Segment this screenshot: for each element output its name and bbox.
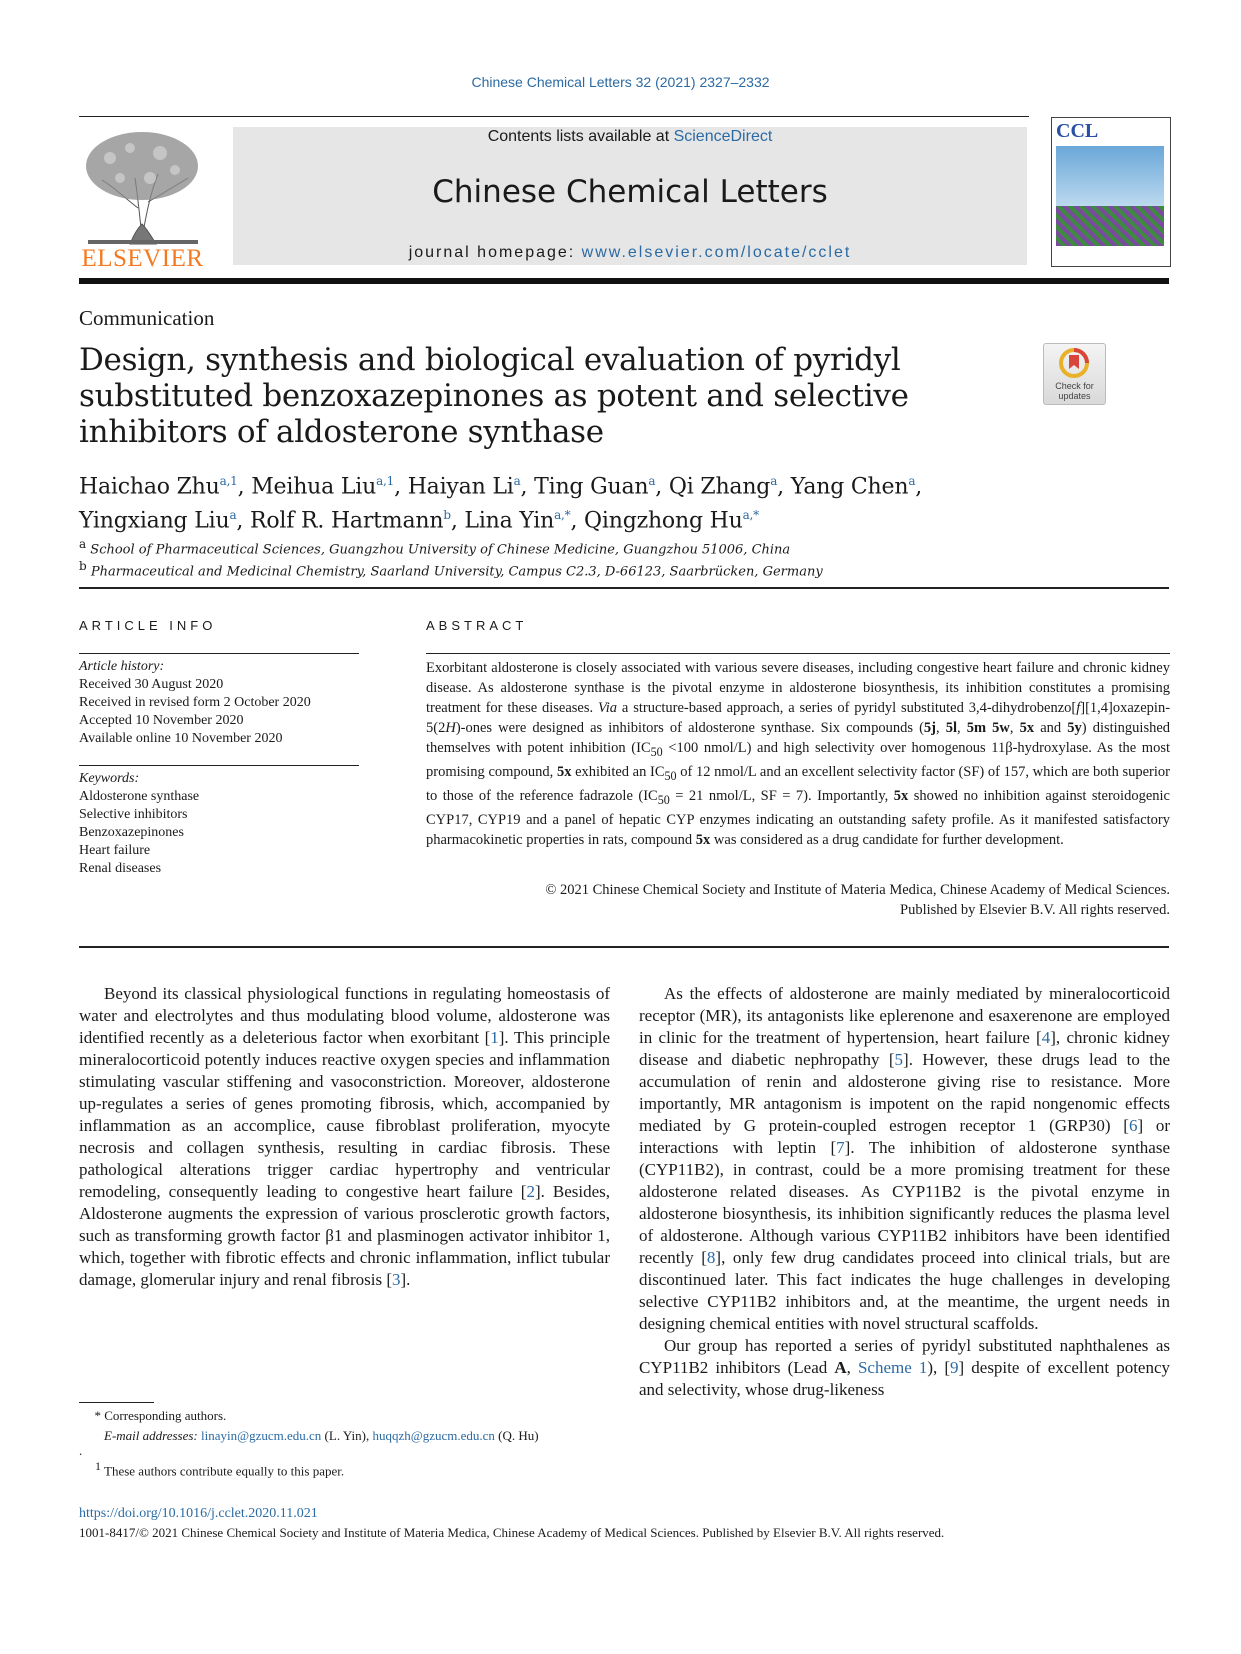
author-line-1: Haichao Zhu$^{a,1}$, Meihua Liu$^{a,1}$, Haiyan Li$^a$, Ting Guan$^a$, Qi Zhang$^a$, Yang Chen$^a$, — [79, 474, 923, 500]
author-affiliation-mark[interactable]: a — [908, 474, 916, 488]
journal-cover-image[interactable] — [1051, 117, 1171, 267]
ref-link[interactable]: 8 — [706, 1248, 716, 1267]
journal-title: Chinese Chemical Letters — [432, 174, 828, 210]
check-for-updates-button[interactable] — [1043, 343, 1106, 405]
header-thick-rule — [79, 278, 1169, 284]
author-name[interactable]: Qi Zhang — [668, 474, 771, 500]
homepage-link[interactable]: www.elsevier.com/locate/cclet — [581, 244, 852, 261]
contents-line: Contents lists available at ScienceDirect — [487, 128, 773, 145]
info-rule-1 — [79, 653, 359, 654]
abstract-heading: ABSTRACT — [426, 618, 528, 633]
ref-link[interactable]: 7 — [836, 1138, 845, 1157]
keyword-item: Heart failure — [79, 843, 151, 858]
equal-contribution-note: $^1$ These authors contribute equally to this paper. — [95, 1459, 345, 1479]
affiliation-rule — [79, 587, 1169, 589]
body-column-left — [79, 983, 610, 1291]
paragraph: Our group has reported a series of pyridyl substituted naphthalenes as CYP11B2 inhibitors (Lead A, Scheme 1), [9] despite of excellent potency and selectivity, whose drug-likeness — [639, 1336, 1171, 1399]
journal-citation[interactable]: Chinese Chemical Letters 32 (2021) 2327–2332 — [471, 74, 770, 90]
author-name[interactable]: Ting Guan — [534, 474, 649, 500]
ref-link[interactable]: 5 — [894, 1050, 904, 1069]
article-history — [79, 658, 311, 748]
author-name[interactable]: Qingzhong Hu — [584, 508, 743, 534]
affiliations — [79, 536, 823, 581]
author-affiliation-mark[interactable]: a — [229, 508, 237, 523]
cover-sky — [1056, 146, 1164, 206]
history-item: Accepted 10 November 2020 — [79, 713, 244, 728]
author-affiliation-mark[interactable]: a,1 — [376, 474, 395, 488]
author-affiliation-mark[interactable]: b — [443, 508, 451, 523]
author-name[interactable]: Meihua Liu — [251, 474, 377, 500]
crossmark-icon — [1059, 348, 1089, 380]
author-affiliation-mark[interactable]: a — [513, 474, 521, 488]
abstract-bottom-rule — [79, 946, 1169, 948]
ref-link[interactable]: 6 — [1128, 1116, 1138, 1135]
author-name[interactable]: Lina Yin — [464, 508, 555, 534]
ref-link[interactable]: 1 — [490, 1028, 499, 1047]
scheme-link[interactable]: Scheme 1 — [857, 1358, 928, 1377]
author-line-2: Yingxiang Liu$^a$, Rolf R. Hartmann$^b$, Lina Yin$^{a,*}$, Qingzhong $Hu^{a,*}$ — [79, 508, 759, 534]
history-label: Article history: — [79, 659, 165, 674]
keyword-item: Selective inhibitors — [79, 807, 188, 822]
crossmark-label: Check for updates — [1055, 381, 1094, 401]
footnotes — [79, 1406, 619, 1481]
cover-field — [1056, 206, 1164, 246]
ref-link[interactable]: 3 — [391, 1270, 401, 1289]
paragraph: Beyond its classical physiological functions in regulating homeostasis of water and electrolytes and thus modulating blood volume, aldosterone was identified recently as a deleterious factor when exorbitant [1]. This principle mineralocorticoid potently induces reactive oxygen species and inflammation stimulating vascular stiffening and vasoconstriction. Moreover, aldosterone up-regulates a series of genes promoting fibrosis, which, accompanied by inflammation as an accomplice, cause fibroblast proliferation, myocyte necrosis and collagen synthesis, resulting in cardiac fibrosis. These pathological alterations trigger cardiac hypertrophy and ventricular remodeling, consequently leading to congestive heart failure [2]. Besides, Aldosterone augments the expression of various prosclerotic growth factors, such as transforming growth factor β1 and plasminogen activator inhibitor 1, which, together with fibrotic effects and chronic inflammation, inflict tubular damage, glomerular injury and renal fibrosis [3]. — [79, 984, 611, 1289]
affiliation-a: $^a$ School of Pharmaceutical Sciences, Guangzhou University of Chinese Medicine, Guangzhou 51006, China — [79, 537, 791, 558]
author-name[interactable]: Yang Chen — [790, 474, 909, 500]
footnote-dot: . — [79, 1443, 83, 1458]
history-item: Received in revised form 2 October 2020 — [79, 695, 311, 710]
author-affiliation-mark[interactable]: a,* — [742, 508, 759, 523]
body-column-right — [639, 983, 1170, 1401]
author-affiliation-mark[interactable]: a — [648, 474, 656, 488]
doi-link[interactable]: https://doi.org/10.1016/j.cclet.2020.11.021 — [79, 1506, 318, 1521]
copyright-line-1: © 2021 Chinese Chemical Society and Institute of Materia Medica, Chinese Academy of Medical Sciences. — [545, 882, 1170, 898]
keyword-item: Benzoxazepinones — [79, 825, 184, 840]
author-affiliation-mark[interactable]: a,* — [554, 508, 571, 523]
abstract-copyright — [426, 880, 1170, 920]
affiliation-b: $^b$ Pharmaceutical and Medicinal Chemistry, Saarland University, Campus C2.3, D-66123, Saarbrücken, Germany — [79, 559, 823, 580]
article-title: Design, synthesis and biological evaluation of pyridyl substituted benzoxazepinones as potent and selective inhibitors of aldosterone synthase — [79, 342, 909, 450]
cover-title: CCL — [1056, 120, 1099, 142]
journal-homepage: journal homepage: www.elsevier.com/locate/cclet — [408, 244, 852, 261]
publisher-logo-text: ELSEVIER — [81, 245, 204, 272]
history-item: Received 30 August 2020 — [79, 677, 224, 692]
keyword-item: Renal diseases — [79, 861, 162, 876]
issn-copyright: 1001-8417/© 2021 Chinese Chemical Society and Institute of Materia Medica, Chinese Academy of Medical Sciences. Published by Elsevier B.V. All rights reserved. — [79, 1525, 945, 1540]
corresponding-note: * Corresponding authors. — [94, 1408, 227, 1423]
keywords-label: Keywords: — [79, 771, 140, 786]
paragraph: As the effects of aldosterone are mainly mediated by mineralocorticoid receptor (MR), its antagonists like eplerenone and esaxerenone are employed in clinic for the treatment of hypertension, heart failure [4], chronic kidney disease and diabetic nephropathy [5]. However, these drugs lead to the accumulation of renin and aldosterone giving rise to resistance. More importantly, MR antagonism is impotent on the rapid nongenomic effects mediated by G protein-coupled estrogen receptor 1 (GRP30) [6] or interactions with leptin [7]. The inhibition of aldosterone synthase (CYP11B2), in contrast, could be a more promising treatment for these aldosterone related diseases. As CYP11B2 is the pivotal enzyme in aldosterone biosynthesis, its inhibition significantly reduces the plasma level of aldosterone. Although various CYP11B2 inhibitors have been identified recently [8], only few drug candidates proceed into clinical trials, but are discontinued later. This fact indicates the huge challenges in developing selective CYP11B2 inhibitors and, at the meantime, the urgent needs in designing chemical entities with novel structural scaffolds. — [639, 984, 1171, 1333]
abstract-rule — [426, 653, 1170, 654]
article-info-heading: ARTICLE INFO — [79, 618, 217, 633]
ref-link[interactable]: 4 — [1041, 1028, 1051, 1047]
author-name[interactable]: Rolf R. Hartmann — [250, 508, 444, 534]
keyword-item: Aldosterone synthase — [79, 789, 200, 804]
author-list — [79, 467, 1079, 536]
ref-link[interactable]: 9 — [950, 1358, 959, 1377]
footnote-rule — [79, 1402, 154, 1403]
copyright-line-2: Published by Elsevier B.V. All rights reserved. — [900, 902, 1170, 918]
info-rule-2 — [79, 765, 359, 766]
keywords — [79, 770, 199, 878]
article-type: Communication — [79, 306, 215, 330]
history-item: Available online 10 November 2020 — [79, 731, 283, 746]
email-note: E-mail addresses: linayin@gzucm.edu.cn (L. Yin), huqqzh@gzucm.edu.cn (Q. Hu) — [104, 1428, 539, 1443]
author-name[interactable]: Yingxiang Liu — [79, 508, 230, 534]
ref-link[interactable]: 2 — [526, 1182, 535, 1201]
sciencedirect-link[interactable]: ScienceDirect — [673, 128, 773, 145]
author-affiliation-mark[interactable]: a,1 — [219, 474, 238, 488]
abstract-text: Exorbitant aldosterone is closely associated with various severe diseases, including congestive heart failure and chronic kidney disease. As aldosterone synthase is the pivotal enzyme in aldosterone biosynthesis, its inhibition constitutes a promising treatment for these diseases. Via a structure-based approach, a series of pyridyl substituted 3,4-dihydrobenzo[f][1,4]oxazepin-5(2H)-ones were designed as inhibitors of aldosterone synthase. Six compounds (5j, 5l, 5m 5w, 5x and 5y) distinguished themselves with potent inhibition ($IC_{50} <100$ nmol/L) and high selectivity over homogenous 11β-hydroxylase. As the most promising compound, 5x exhibited an $IC_{50}$ of 12 nmol/L and an excellent selectivity factor (SF) of 157, which are both superior to those of the reference fadrazole ($IC_{50} = 21$ nmol/L, SF = 7). Importantly, 5x showed no inhibition against steroidogenic CYP17, CYP19 and a panel of hepatic CYP enzymes indicating an outstanding safety profile. As it manifested satisfactory pharmacokinetic properties in rats, compound 5x was considered as a drug candidate for further development. — [426, 660, 1171, 848]
author-name[interactable]: Haichao Zhu — [79, 474, 220, 500]
author-affiliation-mark[interactable]: a — [770, 474, 778, 488]
top-rule — [79, 116, 1029, 117]
author-name[interactable]: Haiyan Li — [407, 474, 514, 500]
email-link[interactable]: linayin@gzucm.edu.cn — [201, 1428, 322, 1443]
email-link[interactable]: huqqzh@gzucm.edu.cn — [372, 1428, 495, 1443]
